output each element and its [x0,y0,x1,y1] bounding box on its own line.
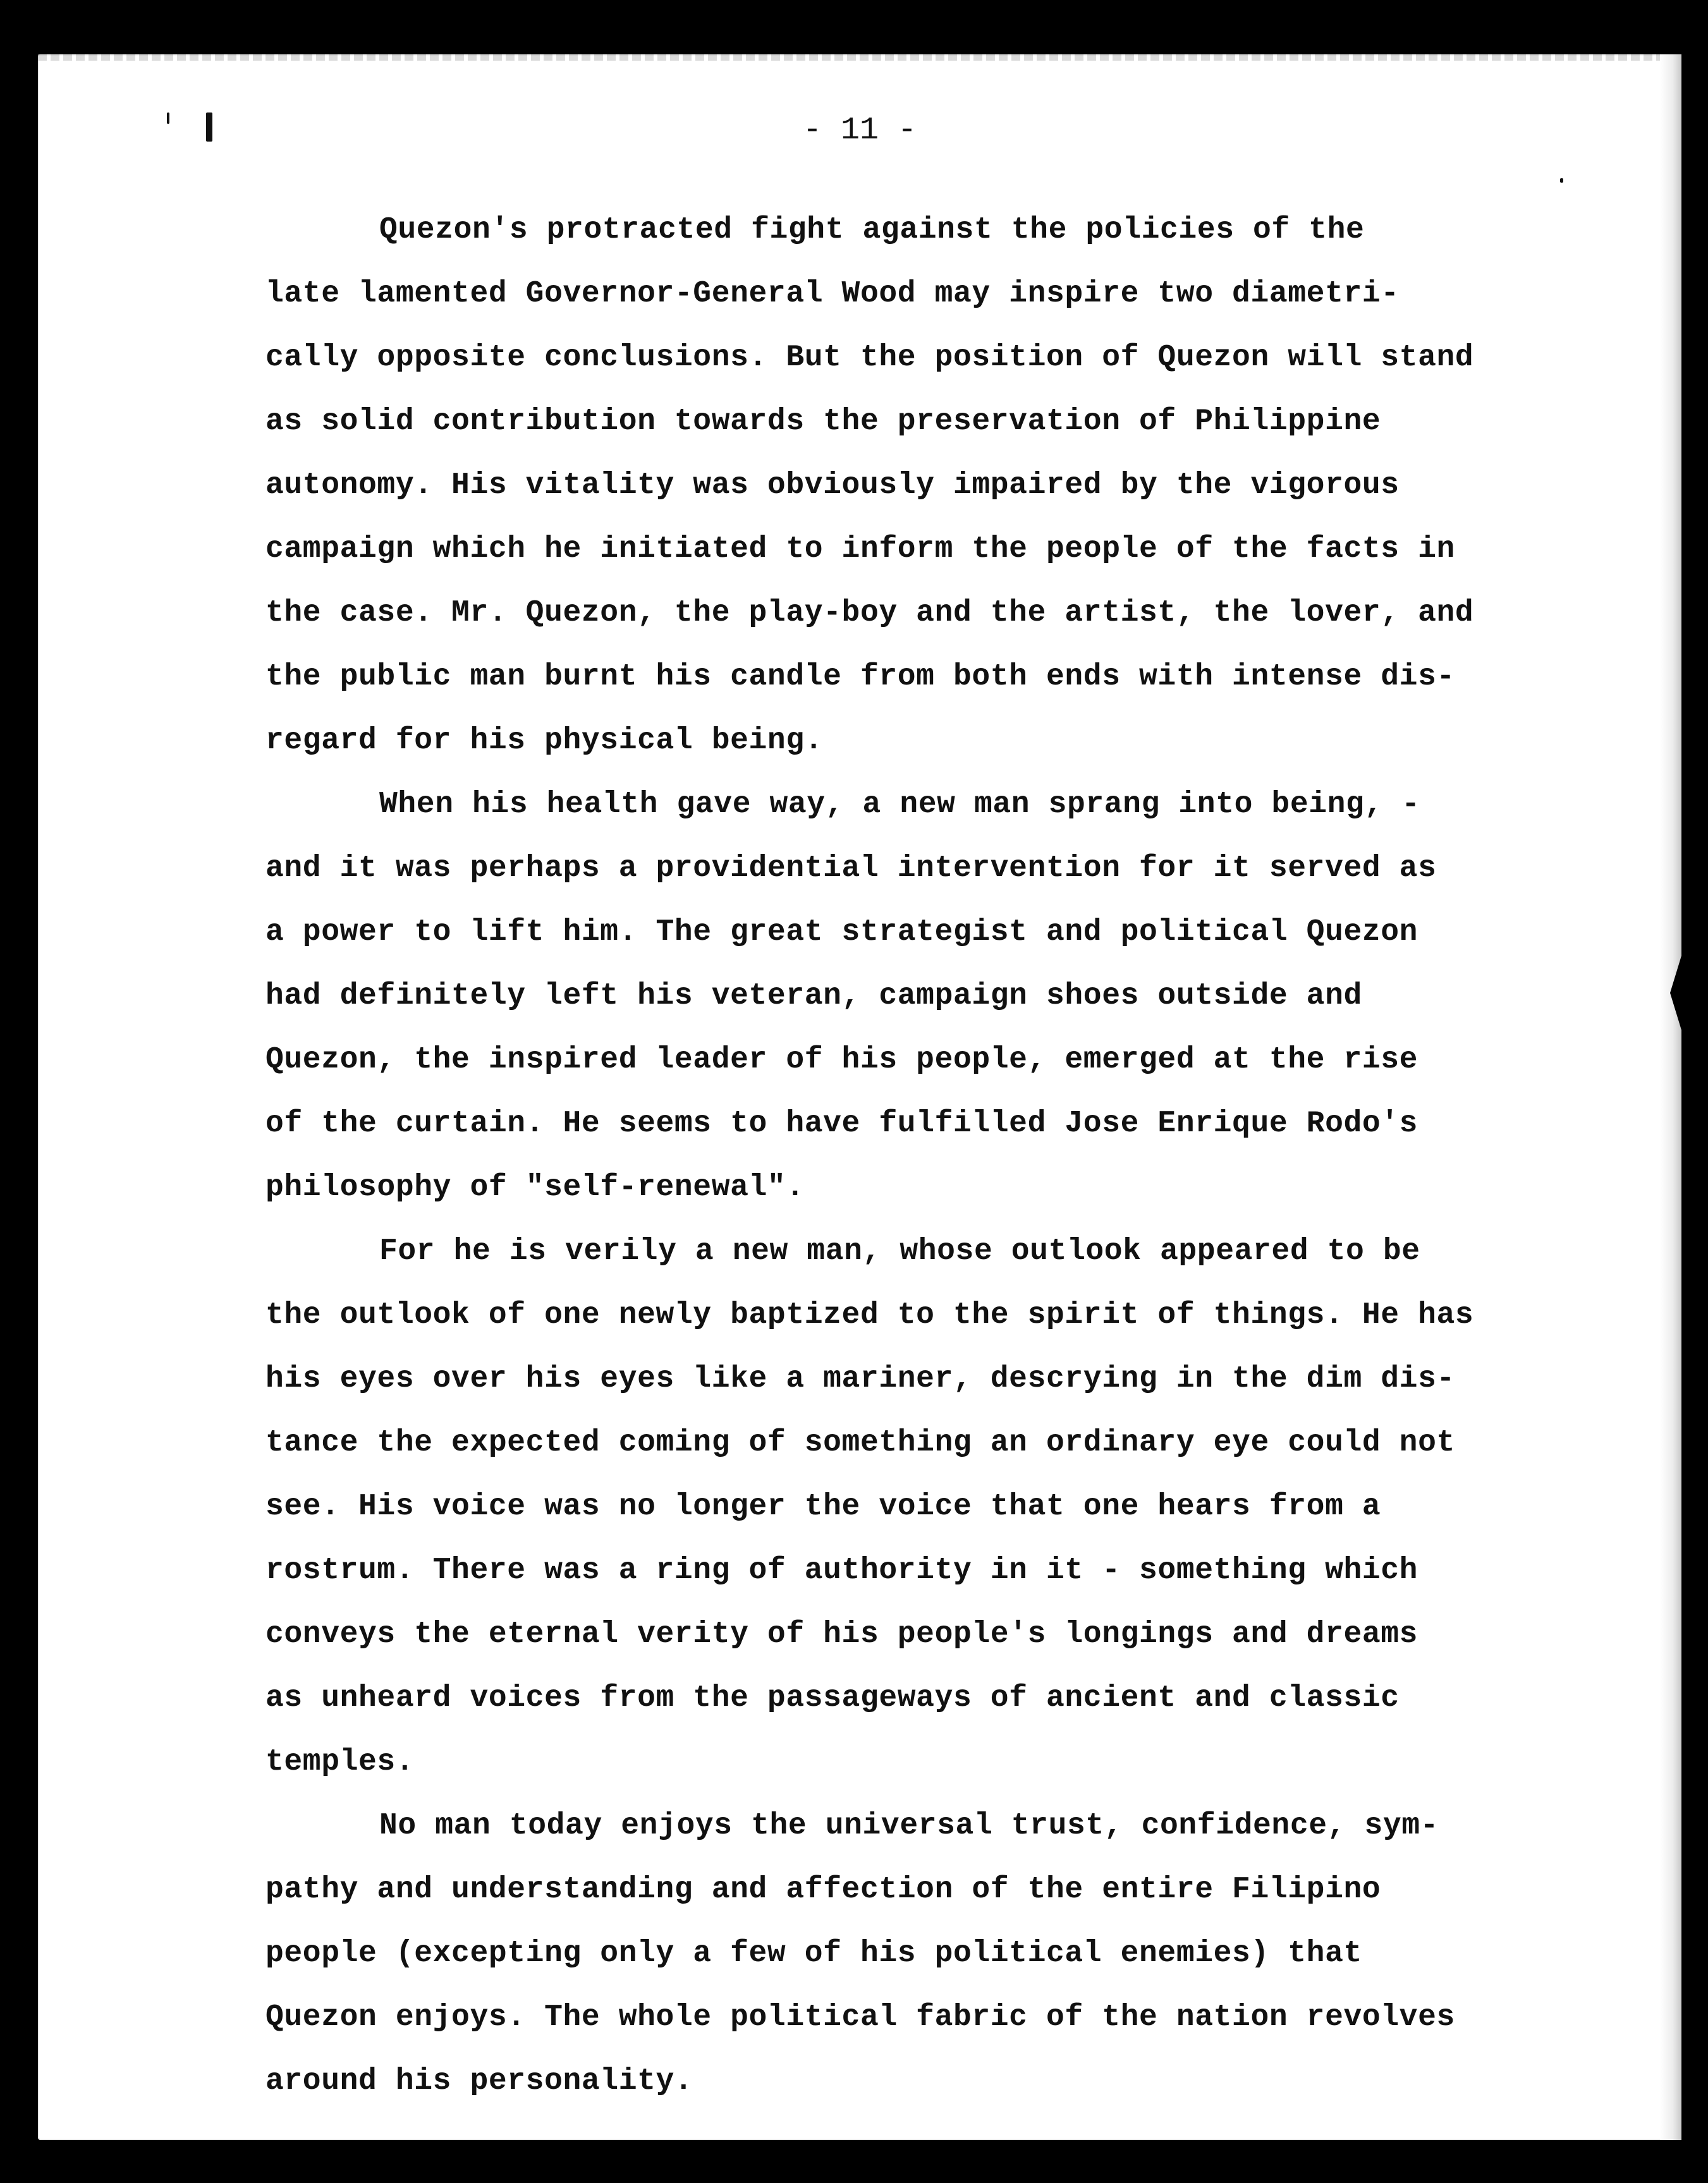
text-line: late lamented Governor-General Wood may inspire two diametri- [265,277,1400,311]
text-line: see. His voice was no longer the voice that one hears from a [265,1490,1381,1524]
text-line: people (excepting only a few of his political enemies) that [265,1937,1362,1971]
document-page [38,54,1681,2140]
text-line: When his health gave way, a new man sprang into being, - [379,787,1420,822]
text-line: Quezon enjoys. The whole political fabric of the nation revolves [265,2000,1455,2034]
ink-mark [1560,178,1563,183]
text-line: a power to lift him. The great strategist and political Quezon [265,915,1418,949]
text-line: Quezon, the inspired leader of his people, emerged at the rise [265,1043,1418,1077]
text-line: and it was perhaps a providential intervention for it served as [265,851,1437,885]
paragraph-3 [265,1220,1555,1794]
text-line: as solid contribution towards the preservation of Philippine [265,404,1381,439]
text-line: Quezon's protracted fight against the policies of the [379,213,1365,247]
text-line: had definitely left his veteran, campaign shoes outside and [265,979,1362,1013]
paragraph-4 [265,1794,1555,2113]
text-line: the case. Mr. Quezon, the play-boy and the artist, the lover, and [265,596,1474,630]
text-line: the outlook of one newly baptized to the spirit of things. He has [265,1298,1474,1332]
text-line: campaign which he initiated to inform the people of the facts in [265,532,1455,566]
paragraph-2 [265,773,1555,1220]
text-line: as unheard voices from the passageways of ancient and classic [265,1681,1400,1715]
text-line: autonomy. His vitality was obviously impaired by the vigorous [265,468,1400,502]
text-line: regard for his physical being. [265,724,824,758]
document-body [265,198,1555,2113]
text-line: For he is verily a new man, whose outlook appeared to be [379,1234,1420,1268]
text-line: the public man burnt his candle from both ends with intense dis- [265,660,1455,694]
page-number: - 11 - [802,112,917,149]
paper-top-edge [38,54,1681,61]
text-line: conveys the eternal verity of his people's longings and dreams [265,1617,1418,1651]
text-line: philosophy of "self-renewal". [265,1171,805,1205]
paragraph-1 [265,198,1555,773]
text-line: cally opposite conclusions. But the position of Quezon will stand [265,341,1474,375]
text-line: tance the expected coming of something an ordinary eye could not [265,1426,1455,1460]
text-line: No man today enjoys the universal trust, confidence, sym- [379,1809,1439,1843]
text-line: temples. [265,1745,415,1779]
text-line: of the curtain. He seems to have fulfilled Jose Enrique Rodo's [265,1107,1418,1141]
text-line: rostrum. There was a ring of authority in it - something which [265,1554,1418,1588]
text-line: around his personality. [265,2064,693,2098]
text-line: pathy and understanding and affection of the entire Filipino [265,1873,1381,1907]
text-line: his eyes over his eyes like a mariner, descrying in the dim dis- [265,1362,1455,1396]
paper-right-edge [1660,54,1681,2140]
